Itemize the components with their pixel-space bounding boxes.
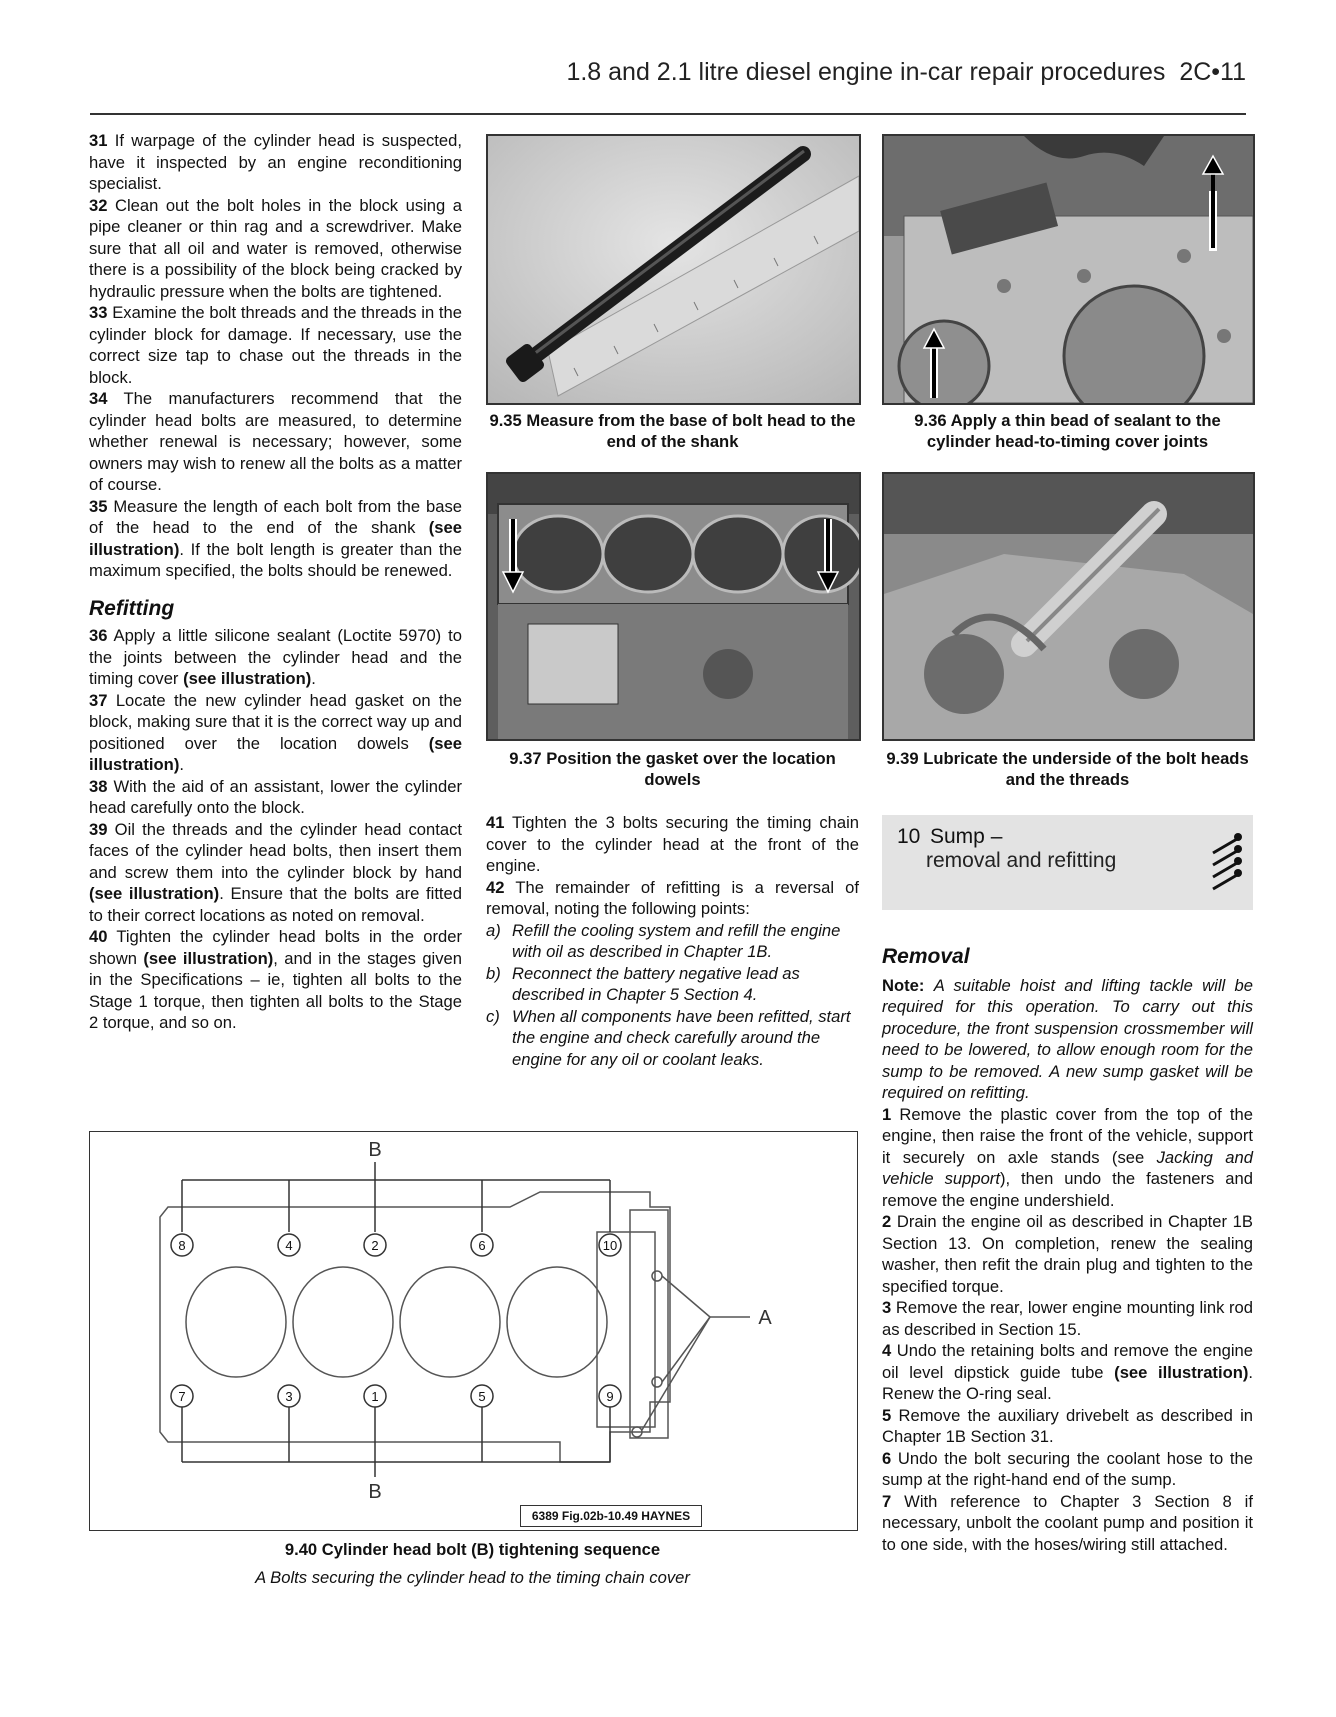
photo-9-37	[486, 472, 861, 741]
paragraph-4: 4 Undo the retaining bolts and remove the engine oil level dipstick guide tube (see illustration). Renew the O-ring seal.	[882, 1341, 1253, 1403]
timing-cover-photo	[884, 136, 1253, 403]
bolt-number: 6	[478, 1238, 486, 1253]
cylinder-head-outline	[90, 1132, 857, 1530]
paragraph-3: 3 Remove the rear, lower engine mounting link rod as described in Section 15.	[882, 1298, 1253, 1339]
figure-reference: 6389 Fig.02b-10.49 HAYNES	[520, 1505, 702, 1527]
paragraph-32: 32 Clean out the bolt holes in the block using a pipe cleaner or thin rag and a screwdriver. Make sure that all oil and water is removed, otherwise there is a possibility of the block being cracked by hydraulic pressure when the bolts are tightened.	[89, 195, 462, 301]
refitting-heading: Refitting	[89, 596, 175, 620]
paragraph-41: 41 Tighten the 3 bolts securing the timing chain cover to the cylinder head at the front of the engine.	[486, 813, 859, 875]
list-item: a) Refill the cooling system and refill the engine with oil as described in Chapter 1B.	[486, 920, 841, 961]
section-title: Sump –	[930, 825, 1003, 848]
difficulty-spanner-icon	[1207, 823, 1245, 903]
bolt-number: 3	[285, 1389, 293, 1404]
photo-9-39	[882, 472, 1255, 741]
bolt-number: 7	[178, 1389, 186, 1404]
page-number: 2C•11	[1179, 58, 1246, 86]
column-left	[89, 130, 462, 1034]
note: Note: A suitable hoist and lifting tackle will be required for this operation. To carry out this procedure, the front suspension crossmember will need to be lowered, to allow enough room for the sump to be removed. A new sump gasket will be required on refitting.	[882, 975, 1253, 1102]
column-right	[882, 946, 1253, 1555]
paragraph-7: 7 With reference to Chapter 3 Section 8 if necessary, unbolt the coolant pump and position it to one side, with the hoses/wiring still attached.	[882, 1491, 1253, 1554]
section-heading-box	[882, 815, 1253, 910]
paragraph-33: 33 Examine the bolt threads and the threads in the cylinder block for damage. If necessary, use the correct size tap to chase out the threads in the block.	[89, 303, 462, 387]
bolt-number: 5	[478, 1389, 486, 1404]
paragraph-31: 31 If warpage of the cylinder head is suspected, have it inspected by an engine reconditioning specialist.	[89, 131, 462, 193]
gasket-block-photo	[488, 474, 859, 739]
bolt-lubrication-photo	[884, 474, 1253, 739]
paragraph-2: 2 Drain the engine oil as described in Chapter 1B Section 13. On completion, renew the sealing washer, then refit the drain plug and tighten to the specified torque.	[882, 1212, 1253, 1296]
bolt-number: 1	[371, 1389, 379, 1404]
paragraph-38: 38 With the aid of an assistant, lower the cylinder head carefully onto the block.	[89, 776, 462, 817]
section-subtitle: removal and refitting	[926, 849, 1117, 872]
removal-heading: Removal	[882, 945, 970, 968]
paragraph-34: 34 The manufacturers recommend that the cylinder head bolts are measured, to determine whether renewal is necessary; however, some owners may wish to renew all the bolts as a matter of course.	[89, 389, 463, 494]
paragraph-40: 40 Tighten the cylinder head bolts in the order shown (see illustration), and in the stages given in the Specifications – ie, tighten all bolts to the Stage 1 torque, then tighten all bolts to the Stage 2 torque, and so on.	[89, 927, 463, 1032]
paragraph-6: 6 Undo the bolt securing the coolant hose to the sump at the right-hand end of the sump.	[882, 1448, 1253, 1489]
bolt-ruler-photo	[488, 136, 859, 403]
paragraph-5: 5 Remove the auxiliary drivebelt as described in Chapter 1B Section 31.	[882, 1405, 1253, 1446]
paragraph-42: 42 The remainder of refitting is a reversal of removal, noting the following points:	[486, 877, 859, 918]
paragraph-1: 1 Remove the plastic cover from the top of the engine, then raise the front of the vehicle, support it securely on axle stands (see Jacking and vehicle support), then undo the fasteners and remove the engine undershield.	[882, 1104, 1253, 1210]
bolt-number: 10	[602, 1238, 618, 1253]
label-b-top: B	[368, 1139, 382, 1161]
bolt-number: 9	[606, 1389, 614, 1404]
caption-9-40-legend: A Bolts securing the cylinder head to the timing chain cover	[255, 1568, 690, 1587]
list-item: b) Reconnect the battery negative lead as described in Chapter 5 Section 4.	[486, 963, 800, 1004]
paragraph-37: 37 Locate the new cylinder head gasket on the block, making sure that it is the correct way up and positioned over the location dowels (see illustration).	[89, 690, 462, 774]
bolt-number: 2	[371, 1238, 379, 1253]
label-a: A	[758, 1307, 772, 1329]
caption-9-36: 9.36 Apply a thin bead of sealant to the cylinder head-to-timing cover joints	[914, 411, 1221, 451]
header-title: 1.8 and 2.1 litre diesel engine in-car repair procedures	[566, 58, 1166, 86]
photo-9-35	[486, 134, 861, 405]
caption-9-39: 9.39 Lubricate the underside of the bolt heads and the threads	[886, 749, 1249, 789]
bolt-number: 8	[178, 1238, 186, 1253]
paragraph-35: 35 Measure the length of each bolt from the base of the head to the end of the shank (see illustration). If the bolt length is greater than the maximum specified, the bolts should be renewed.	[89, 496, 462, 580]
running-header	[566, 58, 1246, 87]
caption-9-35: 9.35 Measure from the base of bolt head to the end of the shank	[489, 411, 856, 451]
column-middle	[486, 812, 859, 1070]
caption-9-37: 9.37 Position the gasket over the location dowels	[509, 749, 836, 789]
photo-9-36	[882, 134, 1255, 405]
header-rule	[90, 113, 1246, 115]
section-number: 10	[897, 825, 921, 848]
list-item: c) When all components have been refitted, start the engine and check carefully around the engine for any oil or coolant leaks.	[486, 1006, 851, 1069]
bolt-sequence-diagram	[89, 1131, 858, 1531]
caption-9-40: 9.40 Cylinder head bolt (B) tightening sequence	[284, 1540, 661, 1559]
paragraph-36: 36 Apply a little silicone sealant (Loctite 5970) to the joints between the cylinder head and the timing cover (see illustration).	[89, 626, 462, 688]
label-b-bottom: B	[368, 1481, 382, 1503]
bolt-number: 4	[285, 1238, 293, 1253]
paragraph-39: 39 Oil the threads and the cylinder head contact faces of the cylinder head bolts, then insert them and screw them into the cylinder block by hand (see illustration). Ensure that the bolts are fitted to their correct locations as noted on removal.	[89, 819, 462, 925]
